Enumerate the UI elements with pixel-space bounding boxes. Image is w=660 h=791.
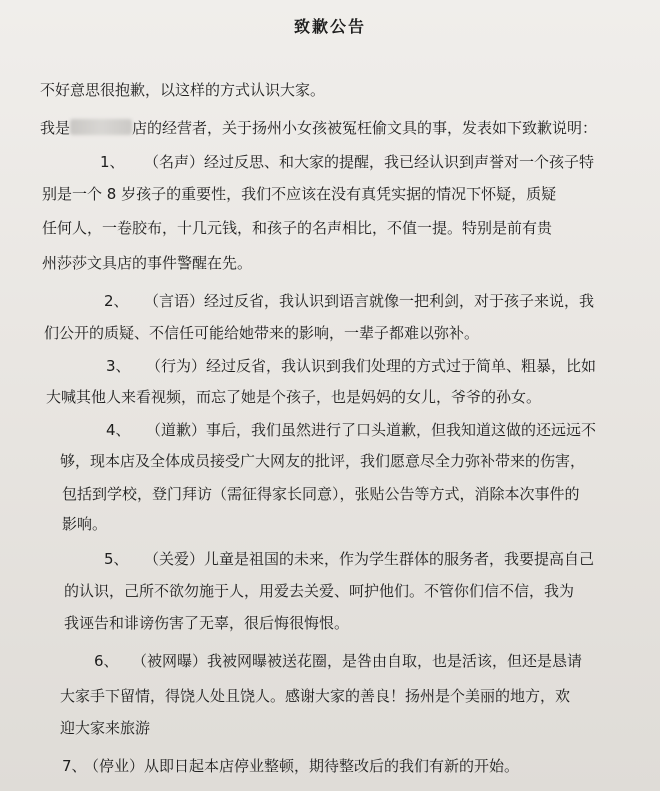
item-4-text-1: （道歉）事后，我们虽然进行了口头道歉，但我知道这做的还远远不 xyxy=(146,421,597,439)
item-4-line-4: 影响。 xyxy=(62,515,108,533)
item-7-number: 7、 xyxy=(62,757,87,775)
intro-line xyxy=(40,118,597,138)
intro-after: 店的经营者，关于扬州小女孩被冤枉偷文具的事，发表如下致歉说明： xyxy=(132,119,598,137)
item-6-line-1 xyxy=(94,651,582,671)
item-1-text-1: （名声）经过反思、和大家的提醒，我已经认识到声誉对一个孩子特 xyxy=(144,153,595,171)
item-5-text-1: （关爱）儿童是祖国的未来，作为学生群体的服务者，我要提高自己 xyxy=(144,550,595,568)
intro-before: 我是 xyxy=(40,119,71,137)
item-2-line-2: 们公开的质疑、不信任可能给她带来的影响，一辈子都难以弥补。 xyxy=(44,324,480,342)
redacted-store-name xyxy=(70,119,132,135)
item-6-line-3: 迎大家来旅游 xyxy=(60,719,151,737)
item-4-line-3: 包括到学校，登门拜访（需征得家长同意），张贴公告等方式，消除本次事件的 xyxy=(62,485,580,503)
item-6-text-1: （被网曝）我被网曝被送花圈，是咎由自取，也是活该，但还是恳请 xyxy=(132,652,583,670)
item-6-number: 6、 xyxy=(94,652,119,670)
item-2-line-1 xyxy=(104,291,594,311)
item-5-line-1 xyxy=(104,549,594,569)
item-1-line-3: 任何人，一卷胶布，十几元钱，和孩子的名声相比，不值一提。特别是前有贵 xyxy=(42,219,553,237)
item-2-number: 2、 xyxy=(104,292,129,310)
item-1-line-4: 州莎莎文具店的事件警醒在先。 xyxy=(42,254,253,272)
item-6-line-2: 大家手下留情，得饶人处且饶人。感谢大家的善良！扬州是个美丽的地方，欢 xyxy=(60,687,571,705)
item-2-text-1: （言语）经过反省，我认识到语言就像一把利剑，对于孩子来说，我 xyxy=(144,292,595,310)
greeting-line: 不好意思很抱歉，以这样的方式认识大家。 xyxy=(40,81,326,99)
item-3-text-1: （行为）经过反省，我认识到我们处理的方式过于简单、粗暴，比如 xyxy=(146,357,597,375)
item-1-number: 1、 xyxy=(100,153,125,171)
item-5-line-2: 的认识，己所不欲勿施于人，用爱去关爱、呵护他们。不管你们信不信，我为 xyxy=(64,582,575,600)
notice-title: 致歉公告 xyxy=(293,17,366,36)
item-4-line-2: 够，现本店及全体成员接受广大网友的批评，我们愿意尽全力弥补带来的伤害， xyxy=(60,452,586,470)
item-5-number: 5、 xyxy=(104,550,129,568)
item-4-line-1 xyxy=(106,420,596,440)
item-1-line-1 xyxy=(100,152,594,172)
item-3-line-1 xyxy=(106,356,596,376)
item-1-line-2: 别是一个 8 岁孩子的重要性，我们不应该在没有真凭实据的情况下怀疑，质疑 xyxy=(42,185,557,203)
item-5-line-3: 我诬告和诽谤伤害了无辜，很后悔很悔恨。 xyxy=(64,614,350,632)
item-3-line-2: 大喊其他人来看视频，而忘了她是个孩子，也是妈妈的女儿，爷爷的孙女。 xyxy=(46,388,542,406)
item-7-line-1 xyxy=(62,756,519,776)
item-3-number: 3、 xyxy=(106,357,131,375)
item-7-text-1: （停业）从即日起本店停业整顿，期待整改后的我们有新的开始。 xyxy=(84,757,520,775)
item-4-number: 4、 xyxy=(106,421,131,439)
